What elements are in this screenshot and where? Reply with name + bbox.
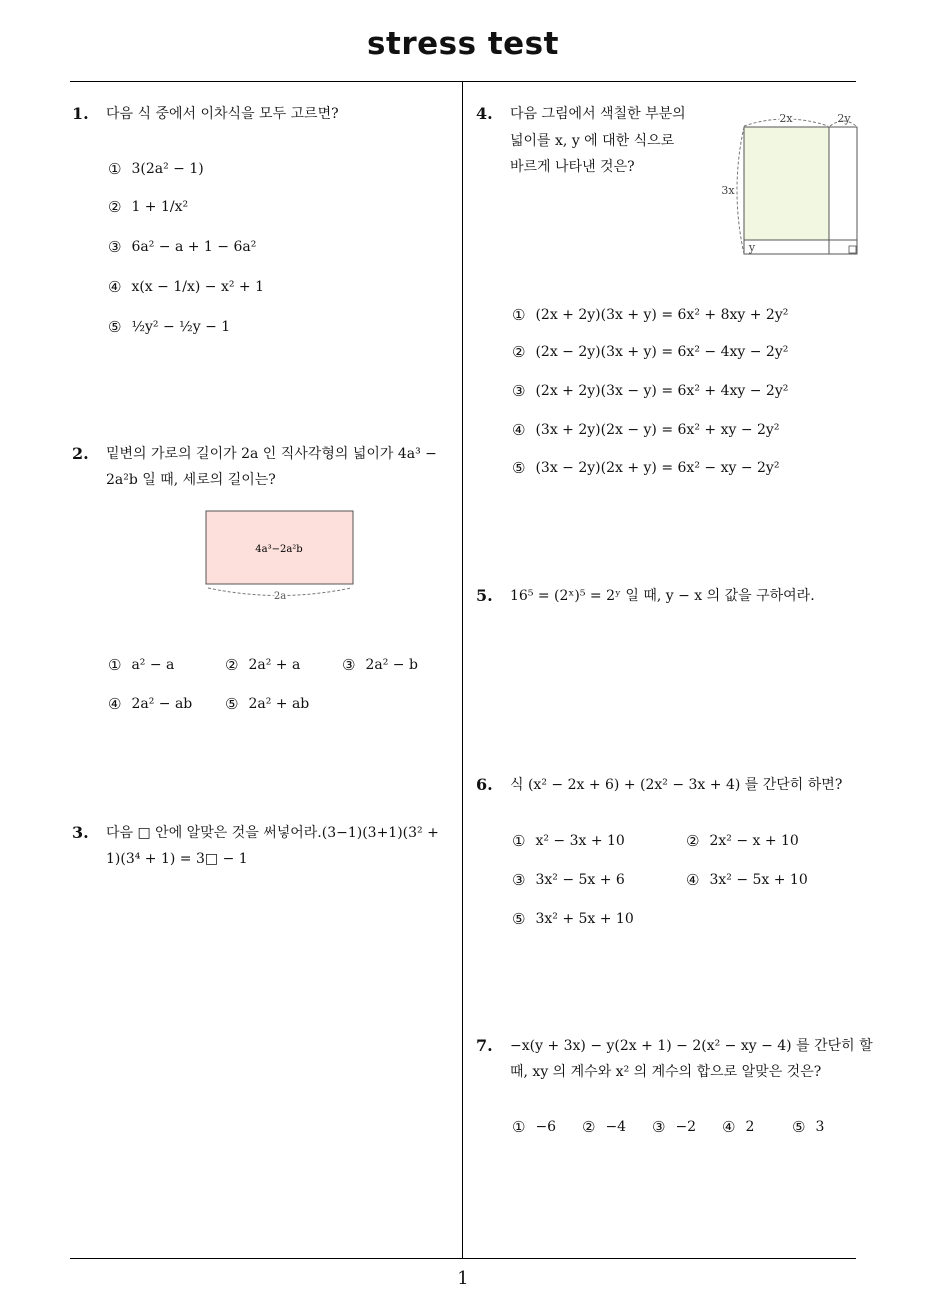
option-text: 6a² − a + 1 − 6a² (131, 239, 257, 255)
q4-side-label: 3x (721, 184, 735, 197)
q7-option-2[interactable] (582, 1118, 626, 1136)
option-text: 2a² − ab (131, 696, 193, 712)
option-text: x(x − 1/x) − x² + 1 (131, 279, 264, 295)
q6-option-5[interactable] (512, 910, 634, 928)
q7-option-1[interactable] (512, 1118, 556, 1136)
question-5-text: 16⁵ = (2ˣ)⁵ = 2ʸ 일 때, y − x 의 값을 구하여라. (510, 588, 815, 604)
option-text: (3x + 2y)(2x − y) = 6x² + xy − 2y² (535, 422, 780, 438)
question-3-line-2: 1)(3⁴ + 1) = 3□ − 1 (106, 851, 248, 867)
option-text: 3x² + 5x + 10 (535, 911, 634, 927)
question-3-line-1: 다음 □ 안에 알맞은 것을 써넣어라.(3−1)(3+1)(3² + (106, 825, 439, 841)
page-number: 1 (457, 1268, 469, 1289)
q7-option-4[interactable] (722, 1118, 754, 1136)
question-2-number: 2. (72, 444, 89, 463)
page-title: stress test (367, 26, 559, 62)
q4-top-right-label: 2y (837, 112, 851, 125)
option-text: a² − a (131, 657, 175, 673)
option-mark: ④ (722, 1118, 736, 1136)
option-text: 2a² − b (365, 657, 418, 673)
q2-option-3[interactable] (342, 656, 418, 674)
option-text: 3x² − 5x + 10 (709, 872, 808, 888)
option-mark: ① (108, 160, 122, 178)
q7-option-3[interactable] (652, 1118, 696, 1136)
question-1-number: 1. (72, 104, 89, 123)
option-text: 3 (815, 1119, 825, 1135)
option-text: 2a² + a (248, 657, 301, 673)
option-mark: ① (512, 1118, 526, 1136)
option-text: x² − 3x + 10 (535, 833, 625, 849)
question-2-line-2: 2a²b 일 때, 세로의 길이는? (106, 472, 276, 488)
option-text: 3(2a² − 1) (131, 161, 204, 177)
q2-option-2[interactable] (225, 656, 300, 674)
question-5-number: 5. (476, 586, 493, 605)
option-mark: ④ (108, 695, 122, 713)
option-text: 3x² − 5x + 6 (535, 872, 625, 888)
option-mark: ② (686, 832, 700, 850)
option-mark: ③ (512, 871, 526, 889)
q4-top-left-label: 2x (779, 112, 793, 125)
option-mark: ⑤ (225, 695, 239, 713)
option-mark: ④ (512, 421, 526, 439)
q4-option-5[interactable] (512, 459, 779, 477)
question-6-text: 식 (x² − 2x + 6) + (2x² − 3x + 4) 를 간단히 하면? (510, 777, 843, 793)
option-mark: ④ (108, 278, 122, 296)
option-mark: ① (108, 656, 122, 674)
option-mark: ② (512, 343, 526, 361)
question-4-number: 4. (476, 104, 493, 123)
q2-rectangle-figure (196, 505, 366, 605)
q7-option-5[interactable] (792, 1118, 824, 1136)
q1-option-4[interactable] (108, 278, 264, 296)
q2-base-label: 2a (273, 591, 287, 602)
option-mark: ④ (686, 871, 700, 889)
q4-option-4[interactable] (512, 421, 779, 439)
q6-option-1[interactable] (512, 832, 625, 850)
question-7-line-2: 때, xy 의 계수와 x² 의 계수의 합으로 알맞은 것은? (510, 1064, 822, 1080)
q2-option-5[interactable] (225, 695, 309, 713)
q4-right-angle-mark (849, 246, 856, 253)
q6-option-2[interactable] (686, 832, 799, 850)
option-text: (2x + 2y)(3x + y) = 6x² + 8xy + 2y² (535, 307, 789, 323)
option-text: 2a² + ab (248, 696, 310, 712)
q4-rectangle-figure (716, 108, 866, 260)
q4-side-brace (737, 127, 744, 254)
option-mark: ⑤ (792, 1118, 806, 1136)
question-2-line-1: 밑변의 가로의 길이가 2a 인 직사각형의 넓이가 4a³ − (106, 446, 437, 462)
q2-area-label: 4a³−2a²b (255, 544, 303, 555)
question-4-line-3: 바르게 나타낸 것은? (510, 159, 635, 175)
option-mark: ⑤ (512, 459, 526, 477)
q2-option-4[interactable] (108, 695, 192, 713)
option-mark: ② (225, 656, 239, 674)
bottom-rule (70, 1258, 856, 1259)
option-text: −6 (535, 1119, 557, 1135)
option-text: ½y² − ½y − 1 (131, 319, 231, 335)
q4-option-1[interactable] (512, 306, 788, 324)
option-mark: ① (512, 832, 526, 850)
option-text: −4 (605, 1119, 627, 1135)
question-6-number: 6. (476, 775, 493, 794)
q4-option-2[interactable] (512, 343, 788, 361)
question-7-line-1: −x(y + 3x) − y(2x + 1) − 2(x² − xy − 4) 를 간단히 할 (510, 1038, 873, 1054)
option-text: 2 (745, 1119, 755, 1135)
q1-option-3[interactable] (108, 238, 256, 256)
column-divider (462, 82, 463, 1258)
q6-option-4[interactable] (686, 871, 808, 889)
q1-option-5[interactable] (108, 318, 230, 336)
question-3-number: 3. (72, 823, 89, 842)
option-mark: ③ (512, 382, 526, 400)
question-4-line-2: 넓이를 x, y 에 대한 식으로 (510, 133, 675, 149)
option-mark: ③ (652, 1118, 666, 1136)
option-mark: ② (582, 1118, 596, 1136)
option-mark: ③ (108, 238, 122, 256)
option-text: 1 + 1/x² (131, 199, 189, 215)
question-4-line-1: 다음 그림에서 색칠한 부분의 (510, 106, 686, 122)
q2-option-1[interactable] (108, 656, 174, 674)
option-mark: ① (512, 306, 526, 324)
option-mark: ② (108, 198, 122, 216)
top-rule (70, 81, 856, 82)
q4-option-3[interactable] (512, 382, 788, 400)
option-mark: ③ (342, 656, 356, 674)
q4-right-strip (829, 127, 857, 240)
option-text: (2x − 2y)(3x + y) = 6x² − 4xy − 2y² (535, 344, 789, 360)
q1-option-2[interactable] (108, 198, 188, 216)
option-text: 2x² − x + 10 (709, 833, 799, 849)
q4-bottom-strip (744, 240, 857, 254)
q1-option-1[interactable] (108, 160, 204, 178)
question-7-number: 7. (476, 1036, 493, 1055)
option-text: (3x − 2y)(2x + y) = 6x² − xy − 2y² (535, 460, 780, 476)
question-1-text: 다음 식 중에서 이차식을 모두 고르면? (106, 106, 339, 122)
q4-bottom-label: y (748, 241, 756, 254)
option-mark: ⑤ (108, 318, 122, 336)
option-mark: ⑤ (512, 910, 526, 928)
option-text: −2 (675, 1119, 697, 1135)
q4-shaded-region (744, 127, 829, 240)
option-text: (2x + 2y)(3x − y) = 6x² + 4xy − 2y² (535, 383, 789, 399)
q6-option-3[interactable] (512, 871, 625, 889)
